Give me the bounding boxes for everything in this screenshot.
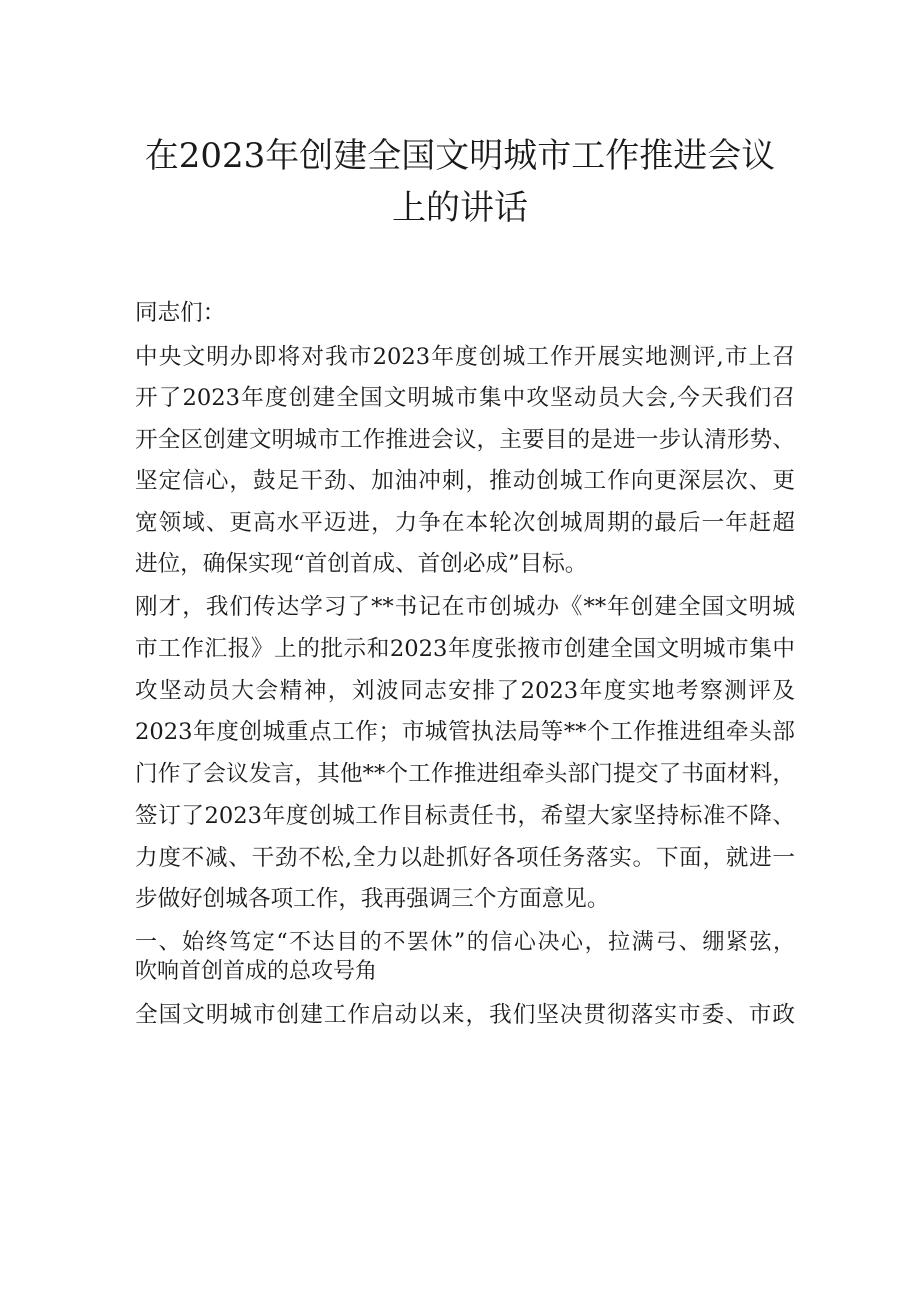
paragraph-1-line-5: 宽领域、更高水平迈进，力争在本轮次创城周期的最后一年赶超 — [135, 510, 795, 536]
paragraph-2-line-6: 签订了2023年度创城工作目标责任书，希望大家坚持标准不降、 — [135, 803, 795, 829]
paragraph-1-line-6: 进位，确保实现“首创首成、首创必成”目标。 — [135, 551, 588, 577]
document-title-line-1: 在2023年创建全国文明城市工作推进会议 — [144, 136, 776, 176]
section-1-heading-line-2: 吹响首创首成的总攻号角 — [135, 959, 378, 984]
paragraph-2-line-7: 力度不减、干劲不松,全力以赴抓好各项任务落实。下面，就进一 — [135, 845, 795, 871]
paragraph-1-line-4: 坚定信心，鼓足干劲、加油冲刺，推动创城工作向更深层次、更 — [135, 468, 795, 494]
document-title-line-2: 上的讲话 — [392, 188, 528, 228]
paragraph-3-line-1: 全国文明城市创建工作启动以来，我们坚决贯彻落实市委、市政 — [135, 1002, 795, 1028]
salutation: 同志们： — [135, 300, 226, 326]
paragraph-2-line-3: 攻坚动员大会精神，刘波同志安排了2023年度实地考察测评及 — [135, 678, 795, 704]
paragraph-2-line-4: 2023年度创城重点工作；市城管执法局等**个工作推进组牵头部 — [135, 719, 795, 745]
paragraph-1-line-2: 开了2023年度创建全国文明城市集中攻坚动员大会,今天我们召 — [135, 385, 795, 411]
paragraph-1-line-1: 中央文明办即将对我市2023年度创城工作开展实地测评,市上召 — [135, 344, 795, 370]
paragraph-2-line-2: 市工作汇报》上的批示和2023年度张掖市创建全国文明城市集中 — [135, 636, 795, 662]
paragraph-1-line-3: 开全区创建文明城市工作推进会议，主要目的是进一步认清形势、 — [135, 427, 795, 453]
paragraph-2-line-5: 门作了会议发言，其他**个工作推进组牵头部门提交了书面材料， — [135, 761, 795, 787]
paragraph-2-line-1: 刚才，我们传达学习了**书记在市创城办《**年创建全国文明城 — [135, 594, 795, 620]
paragraph-2-line-8: 步做好创城各项工作，我再强调三个方面意见。 — [135, 886, 610, 912]
section-1-heading-line-1: 一、始终笃定“不达目的不罢休”的信心决心，拉满弓、绷紧弦， — [135, 930, 795, 955]
